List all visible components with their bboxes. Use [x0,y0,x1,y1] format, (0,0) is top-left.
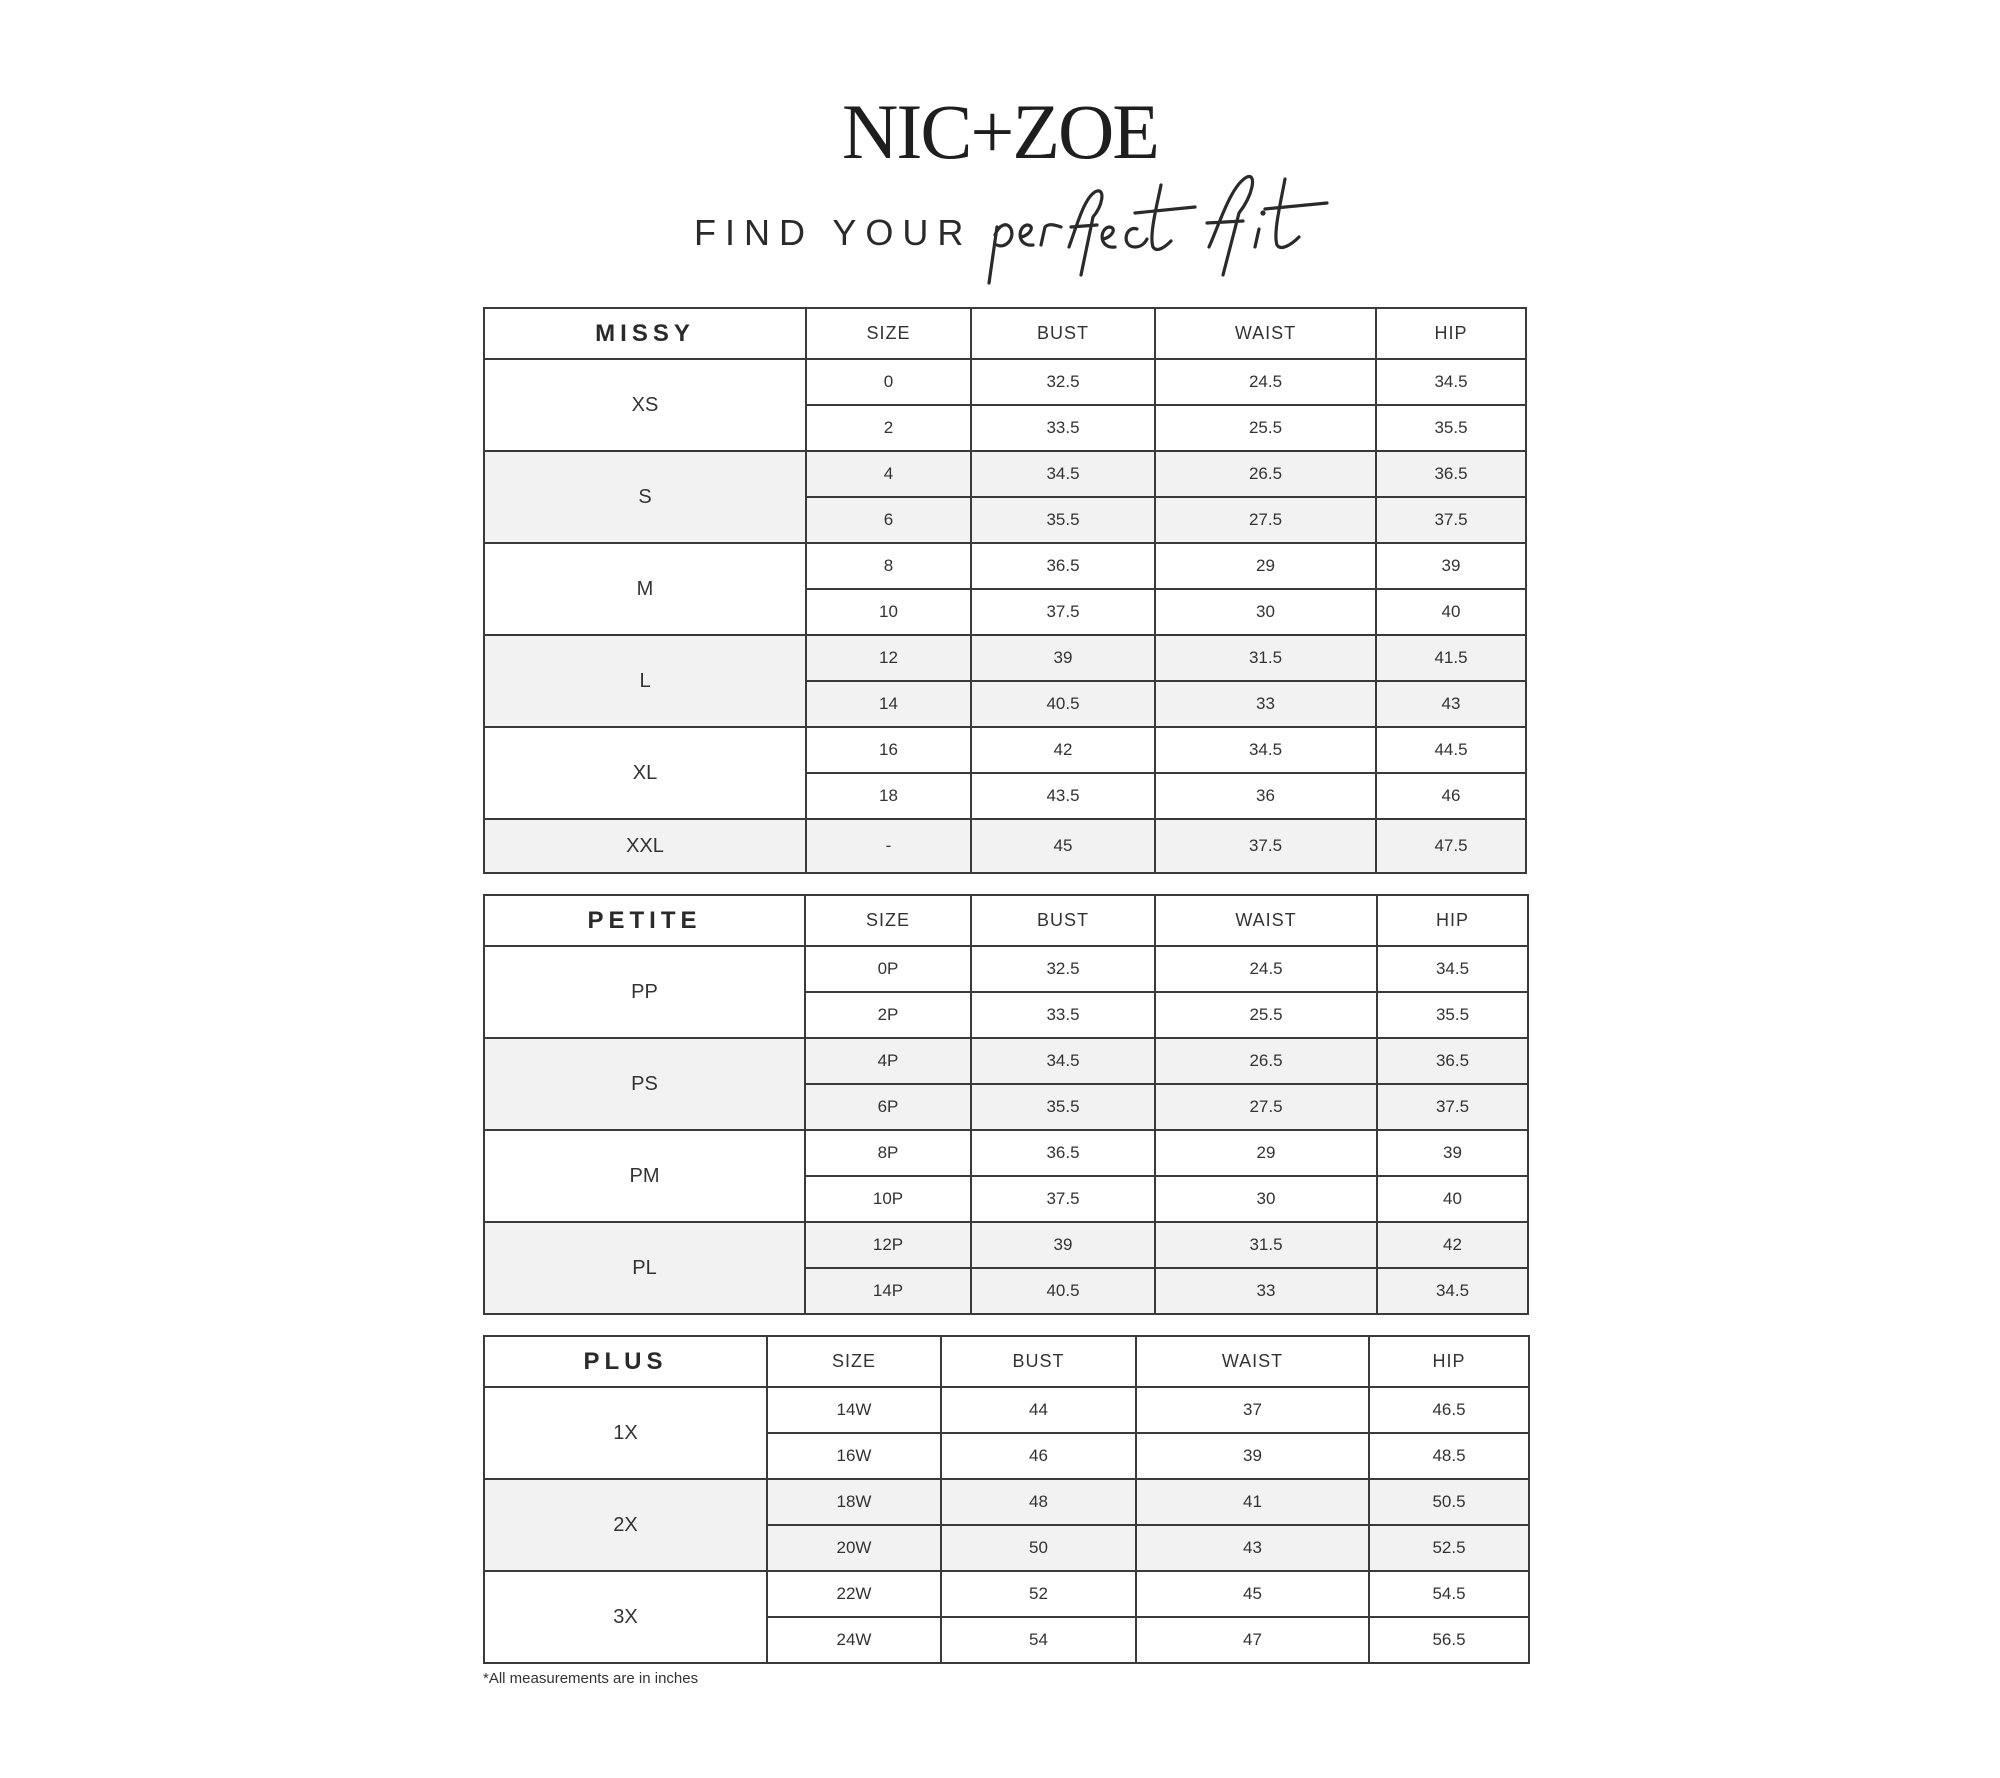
bust-cell: 39 [971,1222,1155,1268]
waist-cell: 26.5 [1155,451,1376,497]
hip-cell: 34.5 [1377,946,1528,992]
waist-cell: 36 [1155,773,1376,819]
hip-cell: 35.5 [1377,992,1528,1038]
table-row [484,359,1526,405]
hip-cell: 34.5 [1376,359,1526,405]
bust-header: BUST [971,895,1155,946]
size-cell: 4P [805,1038,971,1084]
size-cell: 14W [767,1387,941,1433]
group-label: XXL [484,819,806,873]
hip-cell: 54.5 [1369,1571,1529,1617]
size-cell: 16 [806,727,971,773]
size-cell: 24W [767,1617,941,1663]
waist-cell: 30 [1155,589,1376,635]
bust-cell: 37.5 [971,1176,1155,1222]
group-label: PP [484,946,805,1038]
waist-header: WAIST [1136,1336,1369,1387]
hip-cell: 37.5 [1377,1084,1528,1130]
table-row [484,543,1526,589]
hip-cell: 46 [1376,773,1526,819]
size-cell: 8 [806,543,971,589]
group-label: L [484,635,806,727]
table-row [484,1130,1528,1176]
missy-title: MISSY [484,308,806,359]
waist-cell: 25.5 [1155,405,1376,451]
hip-cell: 41.5 [1376,635,1526,681]
size-header: SIZE [805,895,971,946]
bust-cell: 42 [971,727,1155,773]
size-cell: - [806,819,971,873]
measurement-footnote: *All measurements are in inches [483,1670,699,1687]
waist-cell: 41 [1136,1479,1369,1525]
petite-title: PETITE [484,895,805,946]
hip-cell: 50.5 [1369,1479,1529,1525]
waist-cell: 29 [1155,1130,1377,1176]
size-cell: 2 [806,405,971,451]
bust-cell: 32.5 [971,946,1155,992]
waist-cell: 31.5 [1155,1222,1377,1268]
size-cell: 6 [806,497,971,543]
group-label: PS [484,1038,805,1130]
group-label: S [484,451,806,543]
table-row [484,451,1526,497]
waist-cell: 27.5 [1155,497,1376,543]
waist-cell: 34.5 [1155,727,1376,773]
bust-cell: 33.5 [971,992,1155,1038]
size-header: SIZE [767,1336,941,1387]
waist-cell: 30 [1155,1176,1377,1222]
bust-cell: 33.5 [971,405,1155,451]
bust-header: BUST [941,1336,1136,1387]
waist-cell: 33 [1155,1268,1377,1314]
bust-cell: 35.5 [971,497,1155,543]
size-cell: 0P [805,946,971,992]
perfect-fit-script-lettering [985,165,1385,305]
size-cell: 0 [806,359,971,405]
hip-cell: 36.5 [1377,1038,1528,1084]
waist-cell: 24.5 [1155,359,1376,405]
hip-cell: 39 [1376,543,1526,589]
bust-cell: 34.5 [971,1038,1155,1084]
group-label: 1X [484,1387,767,1479]
group-label: PM [484,1130,805,1222]
size-cell: 6P [805,1084,971,1130]
bust-cell: 35.5 [971,1084,1155,1130]
table-row [484,1222,1528,1268]
bust-cell: 54 [941,1617,1136,1663]
hip-cell: 43 [1376,681,1526,727]
bust-cell: 34.5 [971,451,1155,497]
group-label: XL [484,727,806,819]
hip-header: HIP [1376,308,1526,359]
group-label: M [484,543,806,635]
waist-cell: 24.5 [1155,946,1377,992]
tagline-find: FIND YOUR [694,212,973,253]
hip-cell: 48.5 [1369,1433,1529,1479]
hip-cell: 56.5 [1369,1617,1529,1663]
size-cell: 12P [805,1222,971,1268]
waist-header: WAIST [1155,308,1376,359]
waist-header: WAIST [1155,895,1377,946]
waist-cell: 33 [1155,681,1376,727]
bust-cell: 36.5 [971,543,1155,589]
hip-cell: 44.5 [1376,727,1526,773]
hip-cell: 39 [1377,1130,1528,1176]
size-cell: 18 [806,773,971,819]
size-cell: 2P [805,992,971,1038]
size-cell: 20W [767,1525,941,1571]
bust-header: BUST [971,308,1155,359]
bust-cell: 43.5 [971,773,1155,819]
petite-header-row [484,895,1528,946]
group-label: XS [484,359,806,451]
hip-cell: 37.5 [1376,497,1526,543]
size-cell: 4 [806,451,971,497]
plus-size-table [483,1335,1530,1664]
size-cell: 18W [767,1479,941,1525]
bust-cell: 36.5 [971,1130,1155,1176]
hip-header: HIP [1369,1336,1529,1387]
hip-cell: 47.5 [1376,819,1526,873]
waist-cell: 37.5 [1155,819,1376,873]
bust-cell: 32.5 [971,359,1155,405]
hip-cell: 52.5 [1369,1525,1529,1571]
hip-cell: 40 [1376,589,1526,635]
bust-cell: 40.5 [971,681,1155,727]
bust-cell: 46 [941,1433,1136,1479]
waist-cell: 27.5 [1155,1084,1377,1130]
waist-cell: 43 [1136,1525,1369,1571]
missy-size-table [483,307,1527,874]
hip-cell: 40 [1377,1176,1528,1222]
size-header: SIZE [806,308,971,359]
waist-cell: 37 [1136,1387,1369,1433]
hip-cell: 34.5 [1377,1268,1528,1314]
waist-cell: 45 [1136,1571,1369,1617]
table-row [484,727,1526,773]
size-cell: 14P [805,1268,971,1314]
bust-cell: 45 [971,819,1155,873]
hip-header: HIP [1377,895,1528,946]
bust-cell: 48 [941,1479,1136,1525]
size-cell: 14 [806,681,971,727]
table-row [484,635,1526,681]
size-cell: 10 [806,589,971,635]
petite-size-table [483,894,1529,1315]
plus-title: PLUS [484,1336,767,1387]
plus-header-row [484,1336,1529,1387]
hip-cell: 42 [1377,1222,1528,1268]
bust-cell: 44 [941,1387,1136,1433]
table-row [484,946,1528,992]
waist-cell: 31.5 [1155,635,1376,681]
table-row [484,1387,1529,1433]
waist-cell: 29 [1155,543,1376,589]
bust-cell: 37.5 [971,589,1155,635]
hip-cell: 35.5 [1376,405,1526,451]
table-row [484,819,1526,873]
waist-cell: 47 [1136,1617,1369,1663]
bust-cell: 39 [971,635,1155,681]
size-cell: 8P [805,1130,971,1176]
hip-cell: 36.5 [1376,451,1526,497]
group-label: 2X [484,1479,767,1571]
bust-cell: 40.5 [971,1268,1155,1314]
bust-cell: 52 [941,1571,1136,1617]
tagline [0,190,2000,300]
size-cell: 10P [805,1176,971,1222]
size-cell: 16W [767,1433,941,1479]
size-cell: 22W [767,1571,941,1617]
waist-cell: 25.5 [1155,992,1377,1038]
group-label: PL [484,1222,805,1314]
hip-cell: 46.5 [1369,1387,1529,1433]
table-row [484,1571,1529,1617]
bust-cell: 50 [941,1525,1136,1571]
tagline-script-text [0,190,1,191]
table-row [484,1038,1528,1084]
missy-header-row [484,308,1526,359]
waist-cell: 39 [1136,1433,1369,1479]
table-row [484,1479,1529,1525]
brand-logo: NIC+ZOE [842,88,1158,175]
size-cell: 12 [806,635,971,681]
group-label: 3X [484,1571,767,1663]
waist-cell: 26.5 [1155,1038,1377,1084]
